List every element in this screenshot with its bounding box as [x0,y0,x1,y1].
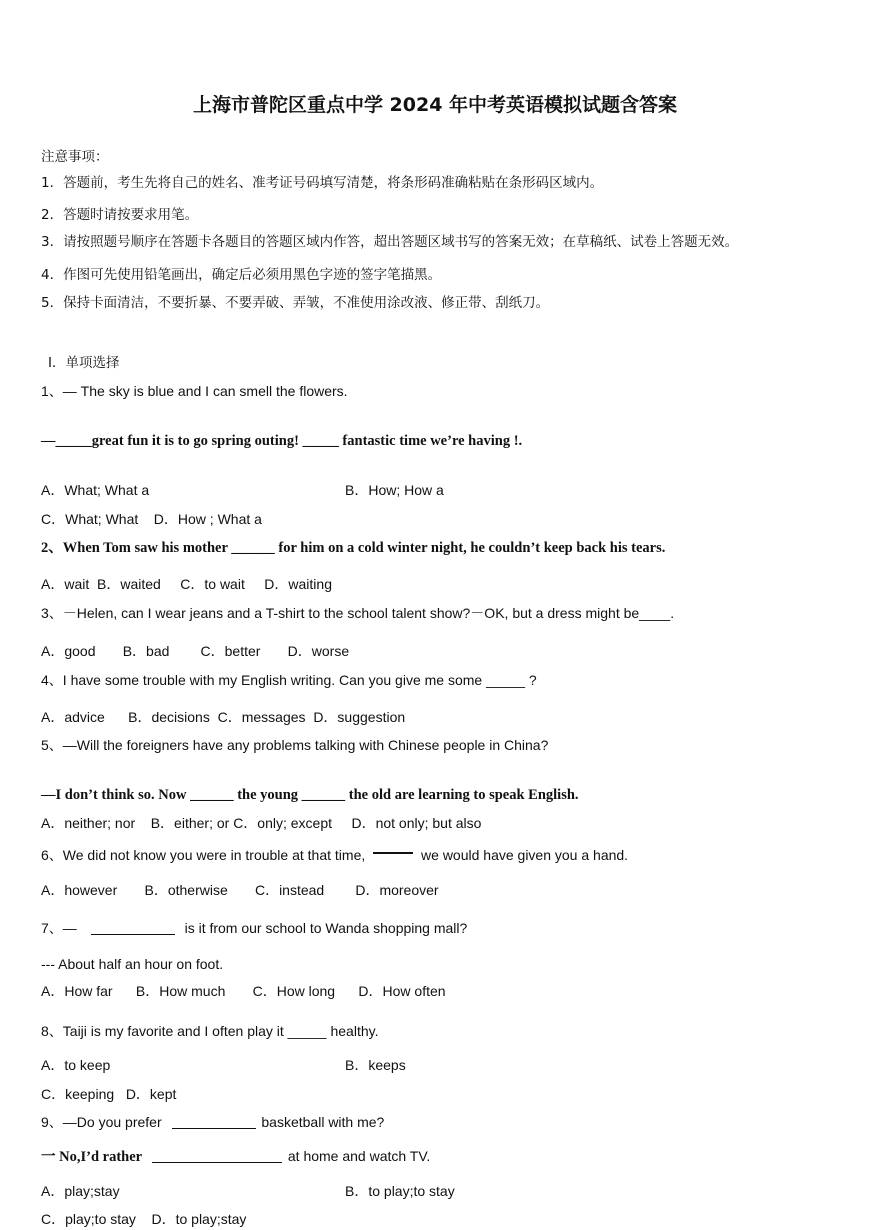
q7-stem-start: 7、— [41,920,77,936]
q8-option-cd: C．keeping D．kept [41,1086,177,1102]
q5-options: A．neither; nor B．either; or C．only; except D．not only; but also [41,815,482,831]
q2-stem: 2、When Tom saw his mother ______ for him on a cold winter night, he couldn’t keep back his tears. [41,540,666,556]
q9-option-b: B．to play;to stay [345,1183,455,1199]
q4-options: A．advice B．decisions C．messages D．suggestion [41,709,406,725]
q6-stem [41,846,628,864]
q7-stem [41,919,467,937]
q9-stem2 [41,1147,430,1166]
page-title: 上海市普陀区重点中学 2024 年中考英语模拟试题含答案 [192,94,678,116]
q3-stem: 3、－Helen, can I wear jeans and a T-shirt to the school talent show?－OK, but a dress might be____. [41,605,675,621]
q9-stem2-end: at home and watch TV. [287,1148,431,1164]
q5-stem: 5、—Will the foreigners have any problems talking with Chinese people in China? [41,737,549,753]
notice-item-4: 4．作图可先使用铅笔画出，确定后必须用黑色字迹的签字笔描黑。 [41,267,442,283]
q1-option-cd: C．What; What D．How ; What a [41,511,262,527]
q7-answer-line: --- About half an hour on foot. [41,956,224,972]
notice-heading: 注意事项： [41,149,109,165]
q8-stem: 8、Taiji is my favorite and I often play it _____ healthy. [41,1023,379,1039]
answer-blank-line [91,934,175,935]
q8-option-b: B．keeps [345,1057,406,1073]
q7-stem-end: is it from our school to Wanda shopping mall? [184,920,468,936]
q9-stem [41,1113,384,1131]
q8-option-a: A．to keep [41,1057,111,1073]
notice-item-2: 2．答题时请按要求用笔。 [41,207,199,223]
notice-item-3: 3．请按照题号顺序在答题卡各题目的答题区域内作答，超出答题区域书写的答案无效；在草稿纸、试卷上答题无效。 [41,234,739,250]
q6-options: A．however B．otherwise C．instead D．moreover [41,882,439,898]
q9-stem2-start: 一 No,I’d rather [41,1149,143,1165]
q1-stem: 1、— The sky is blue and I can smell the flowers. [41,383,348,399]
section-heading: Ⅰ．单项选择 [48,355,120,371]
q6-stem-start: 6、We did not know you were in trouble at that time, [41,847,366,863]
q9-stem-start: 9、—Do you prefer [41,1114,162,1130]
q1-option-a: A．What; What a [41,482,150,498]
answer-blank-line [172,1128,256,1129]
q6-stem-end: we would have given you a hand. [421,847,629,863]
answer-blank-line [373,852,413,854]
answer-blank-line [152,1162,282,1163]
q3-options: A．good B．bad C．better D．worse [41,643,350,659]
q7-options: A．How far B．How much C．How long D．How often [41,983,446,999]
q4-stem: 4、I have some trouble with my English writing. Can you give me some _____ ? [41,672,537,688]
q5-stem2: —I don’t think so. Now ______ the young ______ the old are learning to speak English. [41,787,579,803]
q9-stem-end: basketball with me? [261,1114,385,1130]
q2-options: A．wait B．waited C．to wait D．waiting [41,576,332,592]
q1-option-b: B．How; How a [345,482,444,498]
q1-stem2: —_____great fun it is to go spring outing! _____ fantastic time we’re having !. [41,433,523,449]
notice-item-1: 1．答题前，考生先将自己的姓名、准考证号码填写清楚，将条形码准确粘贴在条形码区域内。 [41,175,604,191]
q9-option-a: A．play;stay [41,1183,120,1199]
notice-item-5: 5．保持卡面清洁，不要折暴、不要弄破、弄皱，不准使用涂改液、修正带、刮纸刀。 [41,295,550,311]
q9-option-cd: C．play;to stay D．to play;stay [41,1211,247,1227]
